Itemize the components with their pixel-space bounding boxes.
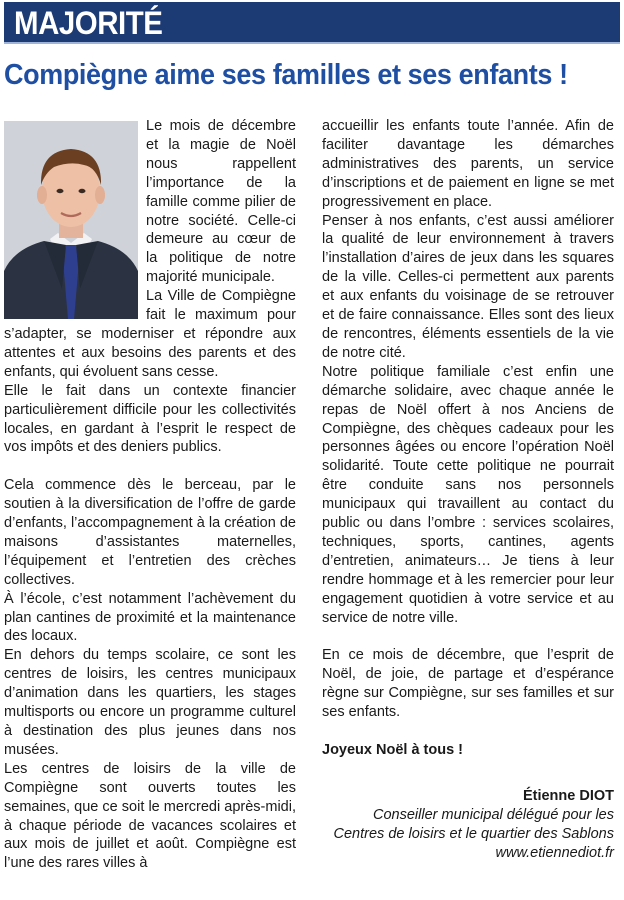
paragraph: En ce mois de décembre, que l’esprit de Noël, de joie, de partage et d’espérance règne sur Compiègne, sur ses familles et sur ses enfants. <box>322 647 614 721</box>
section-banner <box>4 2 620 44</box>
paragraph: En dehors du temps scolaire, ce sont les centres de loisirs, les centres municipaux d’animation dans les quartiers, les stages multisports ou encore un programme culturel à destination des plus jeunes dans nos musées. <box>4 647 296 758</box>
paragraph: Notre politique familiale c’est enfin une démarche solidaire, avec chaque année le repas de Noël offert à nos Anciens de Compiègne, des chèques cadeaux pour les personnes âgées ou encore l’opération Noël solidarité. Toute cette politique ne pourrait être conduite sans nos personnels municipaux qui travaillent au contact du public ou dans l’ombre : services scolaires, techniques, sports, cantines, agents d’entretien, animateurs… Je tiens à leur rendre hommage et à les remercier pour leur engagement quotidien à votre service et au service de notre ville. <box>322 363 614 626</box>
signature-block <box>314 787 614 863</box>
article-headline: Compiègne aime ses familles et ses enfants ! <box>4 59 568 91</box>
paragraph: Elle le fait dans un contexte financier particulièrement difficile pour les collectivités locales, en gardant à l’esprit le respect de vos impôts et des deniers publics. <box>4 382 296 456</box>
author-website: www.etiennediot.fr <box>495 845 614 861</box>
section-label: MAJORITÉ <box>14 5 163 41</box>
author-role: Conseiller municipal délégué pour les <box>373 807 614 823</box>
paragraph: La Ville de Compiègne fait le maximum pour s’adapter, se moderniser et répondre aux attentes et aux besoins des parents et des enfants, qui évoluent sans cesse. <box>4 288 296 380</box>
paragraph: À l’école, c’est notamment l’achèvement du plan cantines de proximité et la maintenance des locaux. <box>4 590 296 645</box>
signoff: Joyeux Noël à tous ! <box>322 741 464 758</box>
paragraph: Cela commence dès le berceau, par le soutien à la diversification de l’offre de garde d’enfants, l’accompagnement à la création de maisons d’assistantes maternelles, l’équipement et l’entretien des crèches collectives. <box>4 477 296 588</box>
paragraph: Les centres de loisirs de la ville de Compiègne sont ouverts toutes les semaines, que ce soit le mercredi après-midi, à chaque période de vacances scolaires et aux mois de juillet et août. Compiègne est l’une des rares villes à <box>4 760 296 872</box>
portrait-illustration <box>4 121 138 319</box>
paragraph: Le mois de décembre et la magie de Noël nous rappellent l’importance de la famille comme pilier de notre société. Celle-ci demeure au cœur de la politique de notre majorité municipale. <box>146 118 296 286</box>
left-column <box>4 117 296 873</box>
right-column <box>322 117 614 760</box>
author-role: Centres de loisirs et le quartier des Sablons <box>333 826 614 842</box>
author-name: Étienne DIOT <box>522 788 614 804</box>
paragraph: Penser à nos enfants, c’est aussi améliorer la qualité de leur environnement à travers l’installation d’aires de jeux dans les squares de la ville. Celles-ci permettent aux parents et aux enfants du voisinage de se retrouver et de faire connaissance. Elles sont des lieux de rencontres, éléments essentiels de la vie de notre cité. <box>322 212 614 361</box>
paragraph: accueillir les enfants toute l’année. Afin de faciliter davantage les démarches administratives des parents, un service d’inscriptions et de paiement en ligne se met progressivement en place. <box>322 118 614 210</box>
author-portrait <box>4 121 138 319</box>
